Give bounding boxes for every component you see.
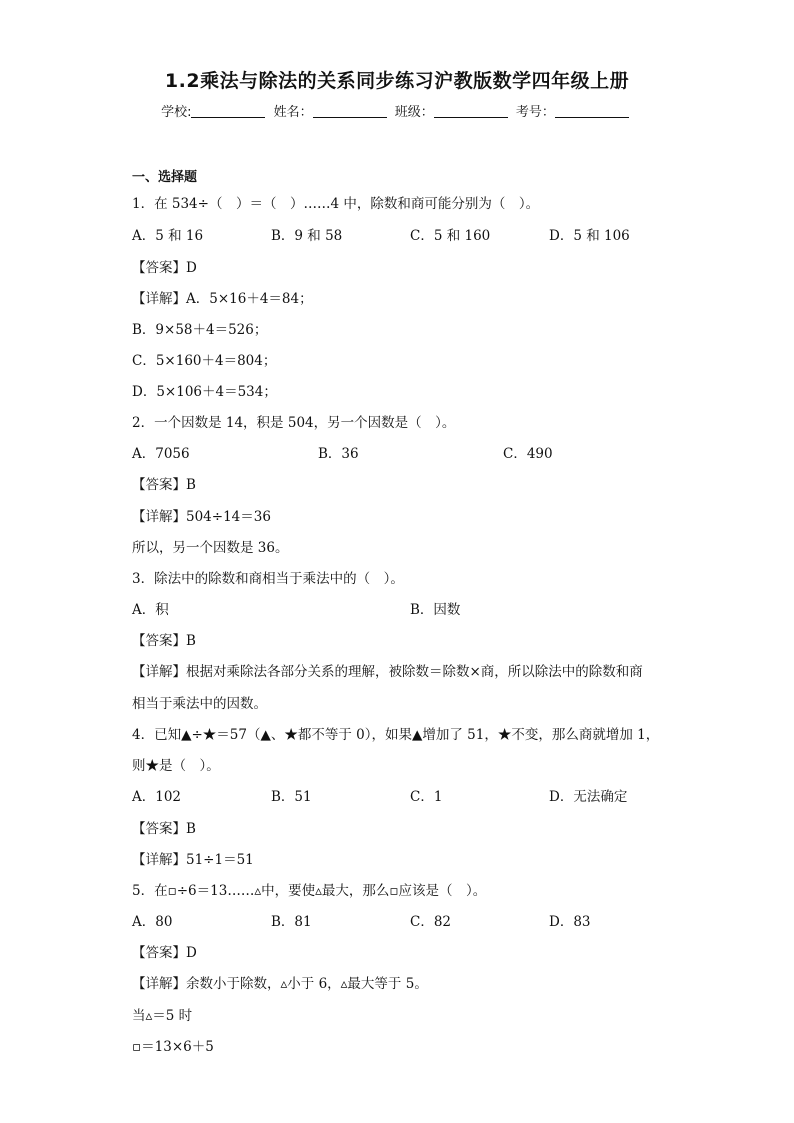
q1-option-b: B．9 和 58 <box>271 228 343 244</box>
q5-stem: 5．在▫÷6＝13……▵中，要使▵最大，那么▫应该是（ ）。 <box>132 883 487 899</box>
q1-explain-line: D．5×106＋4＝534； <box>132 384 277 400</box>
student-info-row <box>0 101 794 120</box>
q5-option-c: C．82 <box>410 914 452 930</box>
q3-option-b: B．因数 <box>410 602 461 618</box>
q1-option-d: D．5 和 106 <box>549 228 630 244</box>
class-label: 班级： <box>394 105 434 120</box>
q2-stem: 2．一个因数是 14，积是 504，另一个因数是（ ）。 <box>132 415 456 431</box>
q5-option-d: D．83 <box>549 914 591 930</box>
q1-explain-line: 【详解】A．5×16＋4＝84； <box>132 291 313 307</box>
q3-answer: 【答案】B <box>132 633 196 649</box>
q3-stem: 3．除法中的除数和商相当于乘法中的（ ）。 <box>132 571 404 587</box>
q5-answer: 【答案】D <box>132 945 197 961</box>
q1-option-a: A．5 和 16 <box>132 228 204 244</box>
q1-option-c: C．5 和 160 <box>410 228 491 244</box>
q2-explain-line: 【详解】504÷14＝36 <box>132 509 271 525</box>
q4-option-a: A．102 <box>132 789 182 805</box>
q2-explain-line: 所以，另一个因数是 36。 <box>132 540 289 556</box>
q3-explain-line: 相当于乘法中的因数。 <box>132 696 267 712</box>
q4-stem-line: 则★是（ ）。 <box>132 758 220 774</box>
name-blank <box>313 103 387 118</box>
q5-option-b: B．81 <box>271 914 312 930</box>
q2-option-b: B．36 <box>318 446 359 462</box>
q1-answer: 【答案】D <box>132 260 197 276</box>
q5-explain-line: 【详解】余数小于除数，▵小于 6，▵最大等于 5。 <box>132 976 428 992</box>
q2-answer: 【答案】B <box>132 477 196 493</box>
q4-explain-line: 【详解】51÷1＝51 <box>132 852 254 868</box>
school-label: 学校: <box>161 105 192 120</box>
q1-explain-line: C．5×160＋4＝804； <box>132 353 277 369</box>
q4-answer: 【答案】B <box>132 821 196 837</box>
q4-stem-line: 4．已知▲÷★＝57（▲、★都不等于 0），如果▲增加了 51，★不变，那么商就增加 1， <box>132 727 660 743</box>
class-blank <box>434 103 508 118</box>
q5-explain-line: ▫＝13×6＋5 <box>132 1039 214 1055</box>
name-label: 姓名： <box>273 105 313 120</box>
q3-explain-line: 【详解】根据对乘除法各部分关系的理解，被除数＝除数×商，所以除法中的除数和商 <box>132 664 643 680</box>
q2-option-c: C．490 <box>503 446 553 462</box>
q5-explain-line: 当▵＝5 时 <box>132 1008 193 1024</box>
q4-option-b: B．51 <box>271 789 312 805</box>
q4-option-c: C．1 <box>410 789 443 805</box>
q1-explain-line: B．9×58＋4＝526； <box>132 322 268 338</box>
section-title: 一、选择题 <box>132 170 198 185</box>
exam-no-label: 考号： <box>515 105 555 120</box>
page-title: 1.2乘法与除法的关系同步练习沪教版数学四年级上册 <box>164 70 630 92</box>
q2-option-a: A．7056 <box>132 446 190 462</box>
school-blank <box>191 103 265 118</box>
q5-option-a: A．80 <box>132 914 173 930</box>
q3-option-a: A．积 <box>132 602 169 618</box>
exam-no-blank <box>555 103 629 118</box>
q4-option-d: D．无法确定 <box>549 789 628 805</box>
q1-stem: 1．在 534÷（ ）＝（ ）……4 中，除数和商可能分别为（ ）。 <box>132 196 540 212</box>
